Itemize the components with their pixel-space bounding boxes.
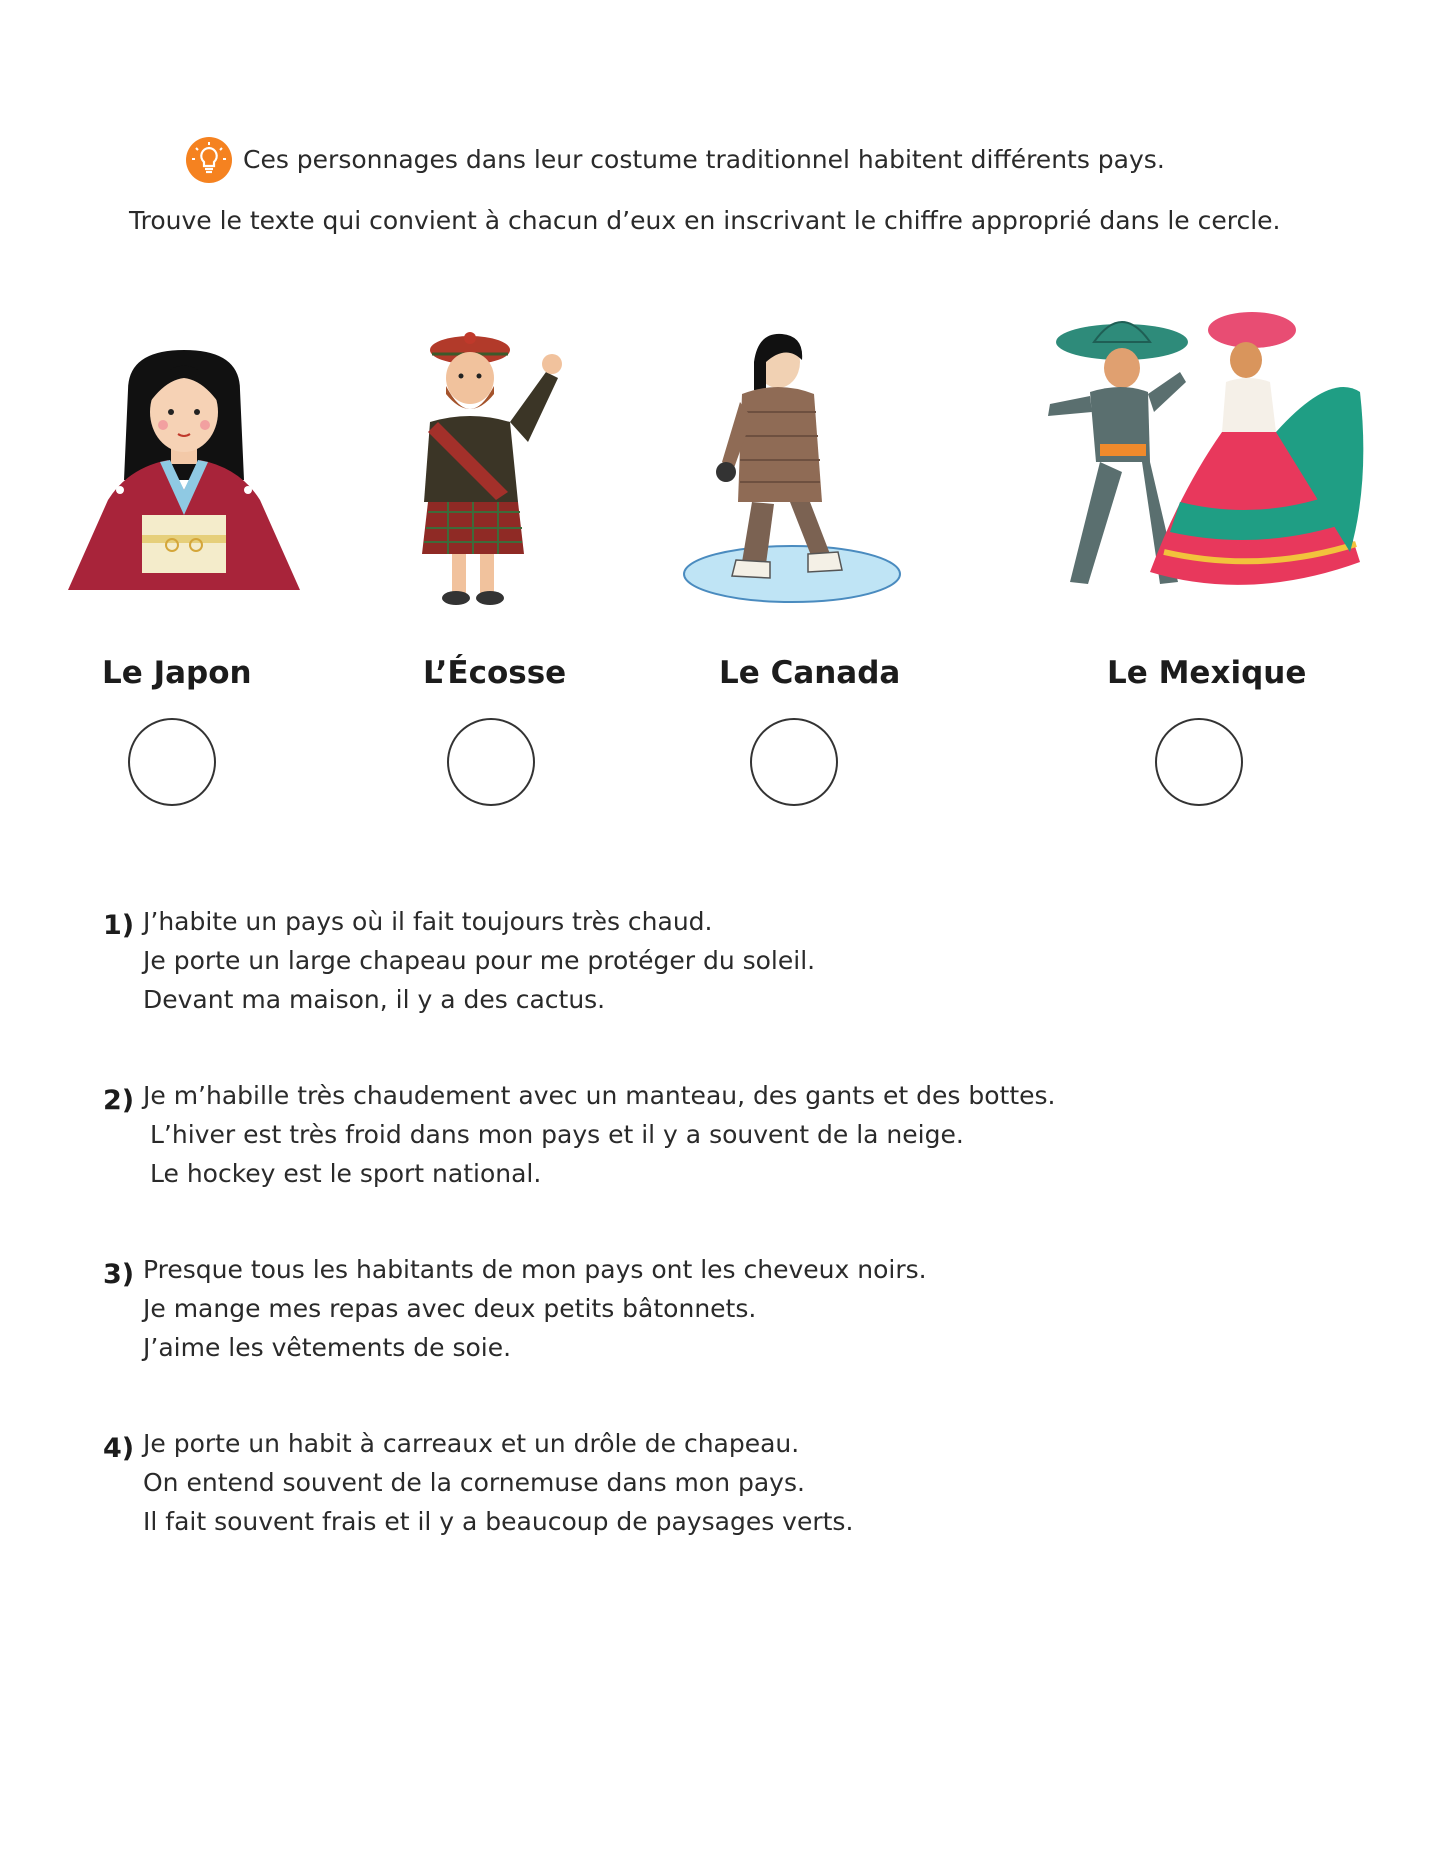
text-3-line-1: Presque tous les habitants de mon pays ont les cheveux noirs.: [143, 1255, 927, 1284]
text-4-line-1: Je porte un habit à carreaux et un drôle de chapeau.: [143, 1429, 800, 1458]
text-1-line-3: Devant ma maison, il y a des cactus.: [143, 985, 606, 1014]
lightbulb-icon: [186, 137, 232, 183]
country-label-ecosse: L’Écosse: [423, 655, 567, 691]
text-number-4: 4): [103, 1433, 135, 1464]
answer-circle-ecosse[interactable]: [447, 718, 535, 806]
text-3-line-3: J’aime les vêtements de soie.: [143, 1333, 512, 1362]
instruction-line-1: Ces personnages dans leur costume traditionnel habitent différents pays.: [243, 145, 1165, 174]
text-number-2: 2): [103, 1085, 135, 1116]
text-3-line-2: Je mange mes repas avec deux petits bâtonnets.: [143, 1294, 757, 1323]
answer-circle-mexique[interactable]: [1155, 718, 1243, 806]
mexican-dancers-illustration: [1030, 312, 1370, 590]
canadian-skater-illustration: [682, 332, 907, 612]
text-2-line-2: L’hiver est très froid dans mon pays et il y a souvent de la neige.: [150, 1120, 964, 1149]
text-2-line-1: Je m’habille très chaudement avec un manteau, des gants et des bottes.: [143, 1081, 1056, 1110]
country-label-canada: Le Canada: [719, 655, 901, 691]
text-number-1: 1): [103, 910, 135, 941]
text-1-line-2: Je porte un large chapeau pour me protéger du soleil.: [143, 946, 816, 975]
answer-circle-japon[interactable]: [128, 718, 216, 806]
country-label-japon: Le Japon: [102, 655, 252, 691]
text-number-3: 3): [103, 1259, 135, 1290]
scottish-man-kilt-illustration: [418, 332, 568, 612]
text-4-line-2: On entend souvent de la cornemuse dans mon pays.: [143, 1468, 805, 1497]
japanese-woman-kimono-illustration: [68, 350, 300, 590]
country-label-mexique: Le Mexique: [1107, 655, 1307, 691]
text-2-line-3: Le hockey est le sport national.: [150, 1159, 542, 1188]
text-1-line-1: J’habite un pays où il fait toujours très chaud.: [143, 907, 713, 936]
instruction-line-2: Trouve le texte qui convient à chacun d’eux en inscrivant le chiffre approprié dans le cercle.: [129, 206, 1281, 235]
text-4-line-3: Il fait souvent frais et il y a beaucoup de paysages verts.: [143, 1507, 854, 1536]
answer-circle-canada[interactable]: [750, 718, 838, 806]
